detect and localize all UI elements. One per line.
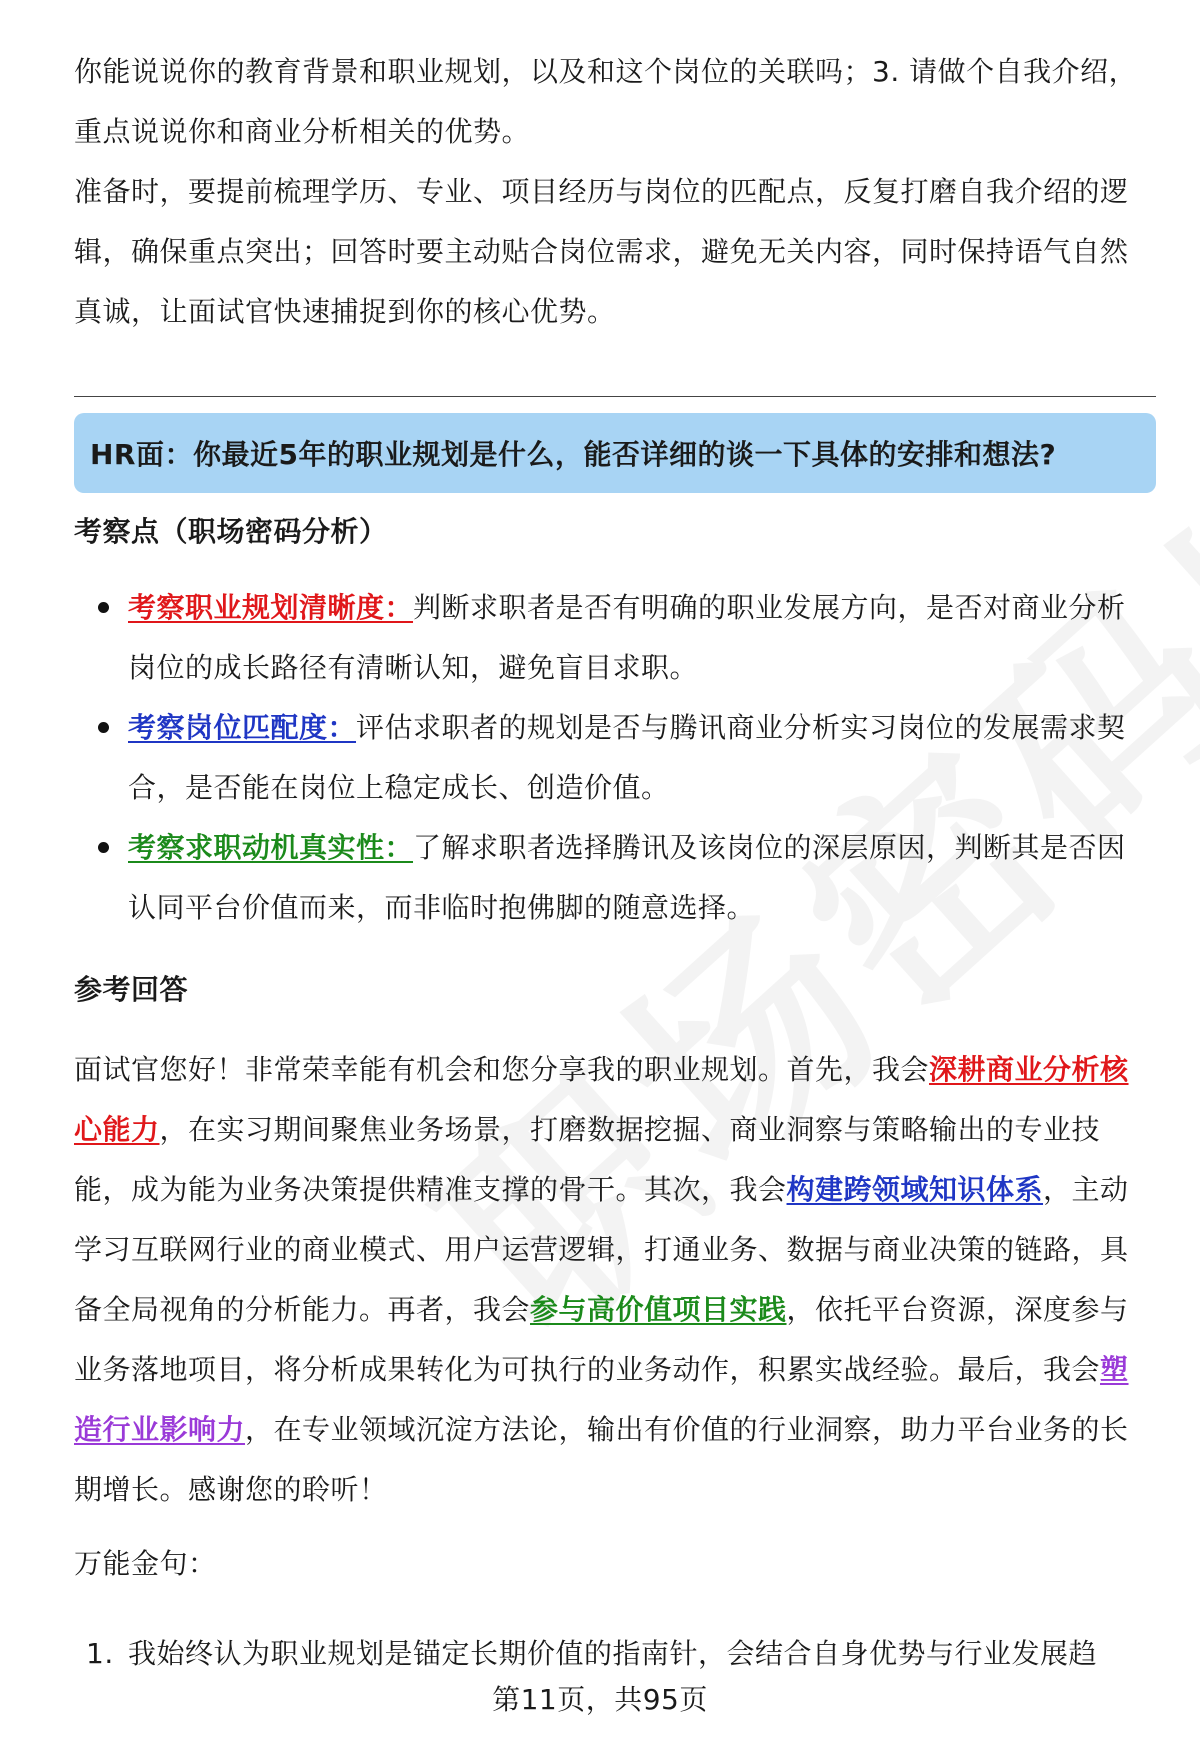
- exam-keyword: 考察岗位匹配度：: [128, 711, 357, 744]
- exam-text: 判断求职者是否有明确的职业发展方向，是否对商业分析岗位的成长路径有清晰认知，避免盲目求职。: [128, 591, 1126, 684]
- answer-text: 面试官您好！非常荣幸能有机会和您分享我的职业规划。首先，我会: [74, 1053, 930, 1086]
- answer-keyword: 深耕商业分析核心能力: [74, 1053, 1129, 1146]
- exam-text: 评估求职者的规划是否与腾讯商业分析实习岗位的发展需求契合，是否能在岗位上稳定成长、创造价值。: [128, 711, 1126, 804]
- exam-points-list: [74, 578, 1154, 938]
- exam-text: 了解求职者选择腾讯及该岗位的深层原因，判断其是否因认同平台价值而来，而非临时抱佛脚的随意选择。: [128, 831, 1126, 924]
- list-item: [74, 698, 1154, 818]
- section-divider: [74, 396, 1156, 397]
- answer-text: ，依托平台资源，深度参与业务落地项目，将分析成果转化为可执行的业务动作，积累实战经验。最后，我会: [74, 1293, 1129, 1386]
- answer-keyword: 参与高价值项目实践: [530, 1293, 787, 1326]
- answer-text: ，在实习期间聚焦业务场景，打磨数据挖掘、商业洞察与策略输出的专业技能，成为能为业务决策提供精准支撑的骨干。其次，我会: [74, 1113, 1101, 1206]
- bullet-icon: [98, 722, 109, 733]
- intro-paragraph-2: 准备时，要提前梳理学历、专业、项目经历与岗位的匹配点，反复打磨自我介绍的逻辑，确保重点突出；回答时要主动贴合岗位需求，避免无关内容，同时保持语气自然真诚，让面试官快速捕捉到你的核心优势。: [74, 175, 1129, 328]
- answer-text: ，在专业领域沉淀方法论，输出有价值的行业洞察，助力平台业务的长期增长。感谢您的聆听！: [74, 1413, 1129, 1506]
- list-item: [74, 818, 1154, 938]
- question-box: [74, 413, 1156, 493]
- golden-sentence-label: 万能金句：: [74, 1547, 217, 1580]
- bullet-icon: [98, 842, 109, 853]
- reference-answer-heading: 参考回答: [74, 973, 189, 1006]
- intro-paragraph-1: 你能说说你的教育背景和职业规划，以及和这个岗位的关联吗；3. 请做个自我介绍，重点说说你和商业分析相关的优势。: [74, 55, 1138, 148]
- bullet-icon: [98, 602, 109, 613]
- intro-section: [74, 42, 1154, 342]
- exam-keyword: 考察求职动机真实性：: [128, 831, 414, 864]
- exam-keyword: 考察职业规划清晰度：: [128, 591, 414, 624]
- list-item: [74, 578, 1154, 698]
- reference-answer: [74, 1040, 1154, 1520]
- reference-answer-paragraph: [74, 1040, 1154, 1520]
- answer-keyword: 塑造行业影响力: [74, 1353, 1129, 1446]
- exam-points-heading: 考察点（职场密码分析）: [74, 515, 388, 548]
- question-text: HR面：你最近5年的职业规划是什么，能否详细的谈一下具体的安排和想法?: [90, 438, 1057, 471]
- golden-sentence-text: 我始终认为职业规划是锚定长期价值的指南针，会结合自身优势与行业发展趋: [128, 1637, 1098, 1670]
- item-number: 1.: [86, 1637, 114, 1670]
- answer-keyword: 构建跨领域知识体系: [786, 1173, 1044, 1206]
- answer-text: ，主动学习互联网行业的商业模式、用户运营逻辑，打通业务、数据与商业决策的链路，具备全局视角的分析能力。再者，我会: [74, 1173, 1129, 1326]
- page-footer: 第11页，共95页: [492, 1683, 708, 1716]
- golden-sentence-item: [86, 1632, 1166, 1672]
